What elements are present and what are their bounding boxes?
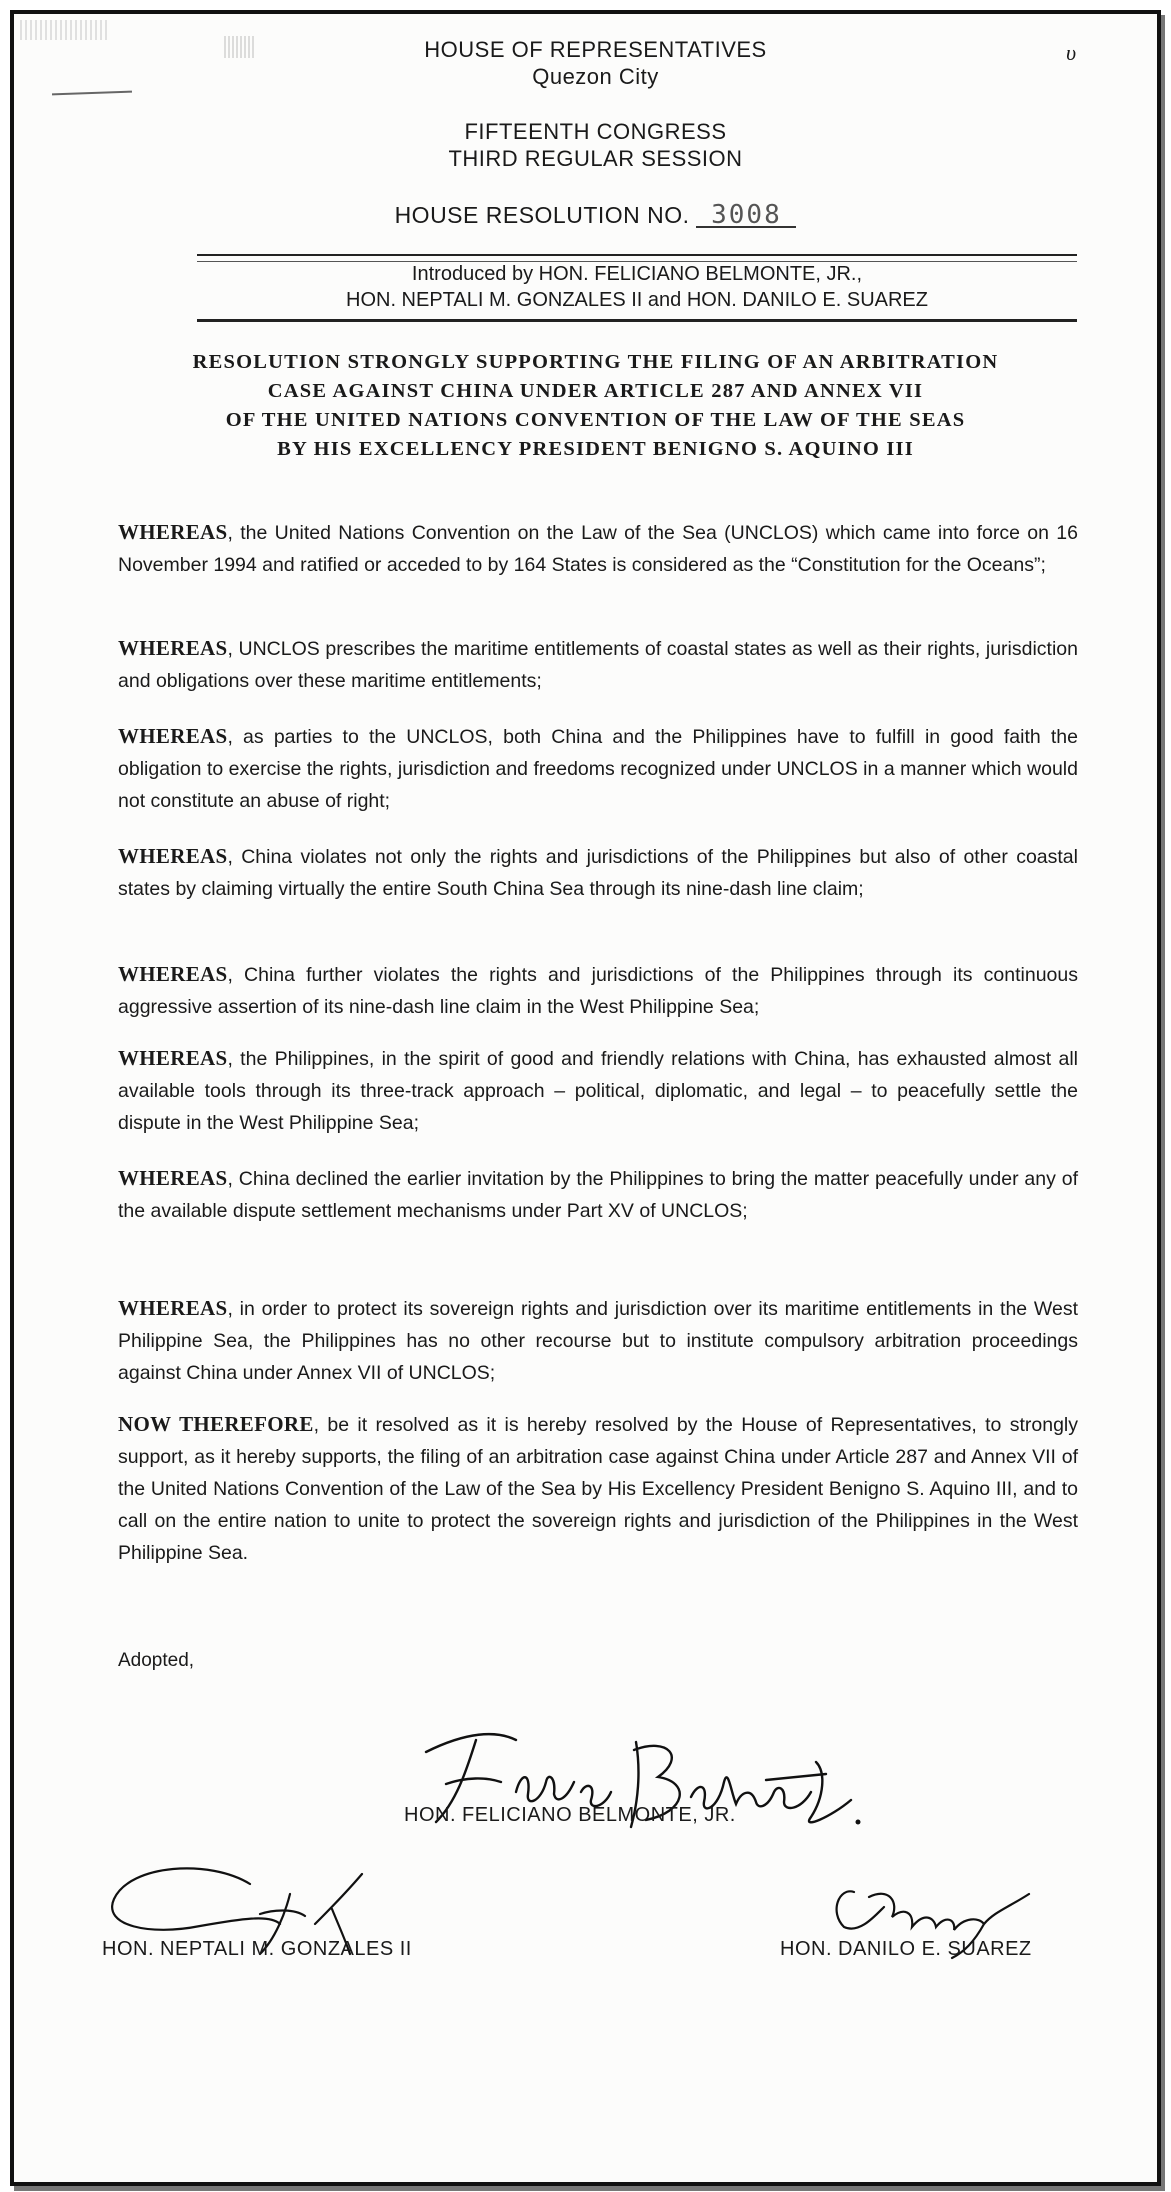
clause-lead: WHEREAS: [118, 844, 228, 868]
signatory-suarez: HON. DANILO E. SUAREZ: [780, 1938, 1032, 1960]
introduced-by: [197, 261, 1077, 313]
whereas-clause: [118, 840, 1078, 905]
clause-lead: WHEREAS: [118, 1296, 228, 1320]
signatory-gonzales: HON. NEPTALI M. GONZALES II: [102, 1938, 412, 1960]
divider: [197, 254, 1077, 256]
clause-text: , be it resolved as it is hereby resolved by the House of Representatives, to strongly support, as it hereby supports, the filing of an arbitration case against China under Article 287 and Annex VII of the United Nations Convention of the Law of the Sea by His Excellency President Benigno S. Aquino III, and to call on the entire nation to unite to protect the sovereign rights and jurisdiction of the Philippines in the West Philippine Sea.: [118, 1414, 1078, 1564]
clause-text: , China declined the earlier invitation by the Philippines to bring the matter peacefully under any of the available dispute settlement mechanisms under Part XV of UNCLOS;: [118, 1168, 1078, 1222]
clause-lead: WHEREAS: [118, 1046, 228, 1070]
resolution-label: HOUSE RESOLUTION NO.: [394, 202, 690, 228]
resolution-title: [114, 348, 1077, 464]
title-line: OF THE UNITED NATIONS CONVENTION OF THE LAW OF THE SEAS: [225, 409, 966, 431]
city-name: Quezon City: [532, 64, 659, 89]
clause-text: , in order to protect its sovereign rights and jurisdiction over its maritime entitlements in the West Philippine Sea, the Philippines has no other recourse but to institute compulsory arbitration proceedings against China under Annex VII of UNCLOS;: [118, 1298, 1078, 1384]
clause-lead: WHEREAS: [118, 1166, 228, 1190]
title-line: RESOLUTION STRONGLY SUPPORTING THE FILING OF AN ARBITRATION: [192, 351, 999, 373]
clause-text: , China violates not only the rights and jurisdictions of the Philippines but also of other coastal states by claiming virtually the entire South China Sea through its nine-dash line claim;: [118, 846, 1078, 900]
clause-lead: WHEREAS: [118, 724, 228, 748]
whereas-clause: [118, 1042, 1078, 1139]
congress-name: FIFTEENTH CONGRESS: [464, 119, 727, 144]
whereas-clause: [118, 720, 1078, 817]
clause-text: , as parties to the UNCLOS, both China and the Philippines have to fulfill in good faith the obligation to exercise the rights, jurisdiction and freedoms recognized under UNCLOS in a manner which would not constitute an abuse of right;: [118, 726, 1078, 812]
introduced-by-line-2: HON. NEPTALI M. GONZALES II and HON. DANILO E. SUAREZ: [346, 289, 928, 311]
signatory-belmonte: HON. FELICIANO BELMONTE, JR.: [404, 1804, 736, 1826]
document-page: [10, 10, 1161, 2186]
title-line: BY HIS EXCELLENCY PRESIDENT BENIGNO S. AQUINO III: [277, 438, 914, 460]
clause-text: , UNCLOS prescribes the maritime entitlements of coastal states as well as their rights, jurisdiction and obligations over these maritime entitlements;: [118, 638, 1078, 692]
whereas-clause: [118, 958, 1078, 1023]
scan-artifact: [52, 91, 132, 96]
session-name: THIRD REGULAR SESSION: [448, 146, 743, 171]
whereas-clause: [118, 632, 1078, 697]
resolution-number: 3008: [696, 204, 796, 228]
whereas-clause: [118, 1162, 1078, 1227]
divider: [197, 319, 1077, 322]
corner-mark: υ: [1066, 40, 1077, 65]
clause-lead: WHEREAS: [118, 520, 228, 544]
introduced-by-line-1: Introduced by HON. FELICIANO BELMONTE, JR.,: [411, 263, 863, 285]
header-congress: [14, 118, 1171, 172]
house-name: HOUSE OF REPRESENTATIVES: [424, 37, 767, 62]
title-line: CASE AGAINST CHINA UNDER ARTICLE 287 AND ANNEX VII: [267, 380, 924, 402]
clause-lead: WHEREAS: [118, 636, 228, 660]
whereas-clause: [118, 1292, 1078, 1389]
whereas-clause: [118, 516, 1078, 581]
resolution-number-line: [14, 202, 1171, 229]
clause-lead: WHEREAS: [118, 962, 228, 986]
clause-text: , the Philippines, in the spirit of good and friendly relations with China, has exhausted almost all available tools through its three-track approach – political, diplomatic, and legal – to peacefully settle the dispute in the West Philippine Sea;: [118, 1048, 1078, 1134]
adopted-label: Adopted,: [118, 1650, 195, 1671]
clause-lead: NOW THEREFORE: [118, 1412, 314, 1436]
clause-text: , the United Nations Convention on the Law of the Sea (UNCLOS) which came into force on 16 November 1994 and ratified or acceded to by 164 States is considered as the “Constitution for the Oceans”;: [118, 522, 1078, 576]
resolving-clause: [118, 1408, 1078, 1569]
clause-text: , China further violates the rights and jurisdictions of the Philippines through its continuous aggressive assertion of its nine-dash line claim in the West Philippine Sea;: [118, 964, 1078, 1018]
header-house: [14, 36, 1171, 90]
